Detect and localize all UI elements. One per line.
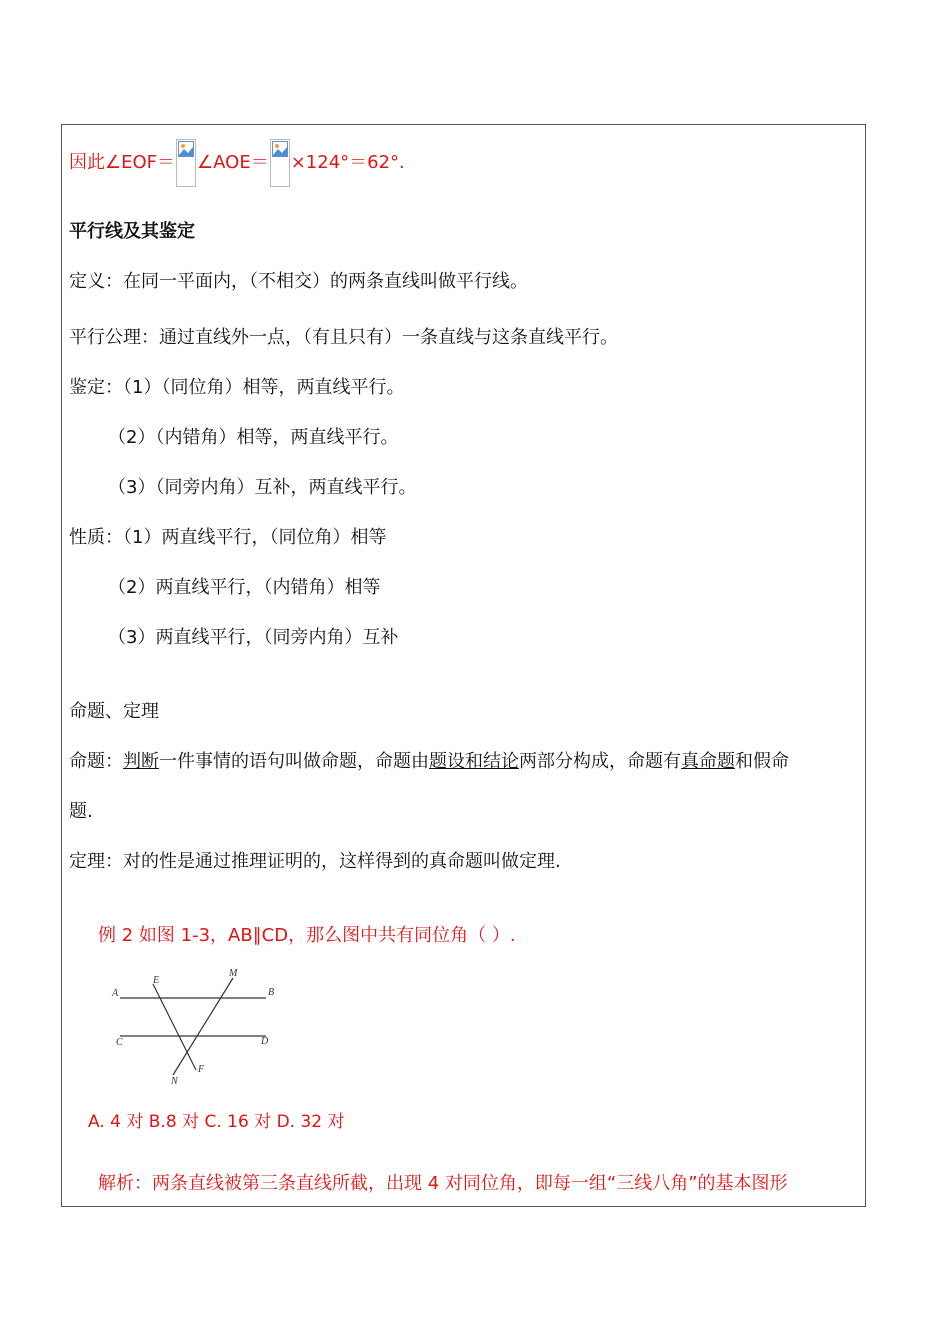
judge-line-1: 鉴定：（1）（同位角）相等，两直线平行。 — [69, 377, 405, 398]
underlined-term: 真命题 — [681, 751, 735, 772]
judge-line-2: （2）（内错角）相等，两直线平行。 — [108, 427, 399, 448]
proposition-text: 和假命 — [735, 751, 789, 772]
answer-line — [69, 139, 405, 187]
label-b: B — [268, 987, 275, 998]
definition-text: 定义：在同一平面内，（不相交）的两条直线叫做平行线。 — [69, 271, 528, 292]
label-e: E — [153, 975, 160, 986]
section-title: 平行线及其鉴定 — [69, 221, 195, 242]
property-line-2: （2）两直线平行，（内错角）相等 — [108, 577, 381, 598]
proposition-text: 一件事情的语句叫做命题，命题由 — [159, 751, 429, 772]
label-a: A — [112, 988, 119, 999]
label-m: M — [229, 968, 238, 979]
example-question: 例 2 如图 1-3，AB∥CD，那么图中共有同位角（ ）. — [98, 925, 516, 946]
proposition-text: 两部分构成，命题有 — [519, 751, 681, 772]
line-ef — [153, 984, 196, 1070]
broken-image-icon — [176, 139, 196, 187]
answer-middle: ∠AOE＝ — [197, 152, 269, 173]
proposition-continued: 题. — [69, 801, 93, 822]
line-mn — [173, 978, 233, 1075]
label-c: C — [116, 1037, 123, 1048]
proposition-text: 命题： — [69, 751, 123, 772]
label-n: N — [171, 1076, 178, 1087]
label-d: D — [261, 1036, 269, 1047]
label-f: F — [198, 1064, 205, 1075]
underlined-term: 题设和结论 — [429, 751, 519, 772]
proposition-line — [69, 750, 789, 774]
underlined-term: 判断 — [123, 751, 159, 772]
broken-image-icon — [270, 139, 290, 187]
theorem-text: 定理：对的性是通过推理证明的，这样得到的真命题叫做定理. — [69, 851, 561, 872]
proposition-title: 命题、定理 — [69, 701, 159, 722]
property-line-1: 性质：（1）两直线平行，（同位角）相等 — [69, 527, 387, 548]
answer-prefix: 因此∠EOF＝ — [69, 152, 176, 173]
answer-suffix: ×124°＝62°. — [290, 152, 405, 173]
judge-line-3: （3）（同旁内角）互补，两直线平行。 — [108, 477, 417, 498]
figure-parallel-lines — [108, 958, 293, 1088]
property-line-3: （3）两直线平行，（同旁内角）互补 — [108, 627, 399, 648]
axiom-text: 平行公理：通过直线外一点，（有且只有）一条直线与这条直线平行。 — [69, 327, 618, 348]
analysis-text: 解析：两条直线被第三条直线所截，出现 4 对同位角，即每一组“三线八角”的基本图形 — [98, 1173, 788, 1194]
answer-options: A. 4 对 B.8 对 C. 16 对 D. 32 对 — [88, 1112, 345, 1132]
